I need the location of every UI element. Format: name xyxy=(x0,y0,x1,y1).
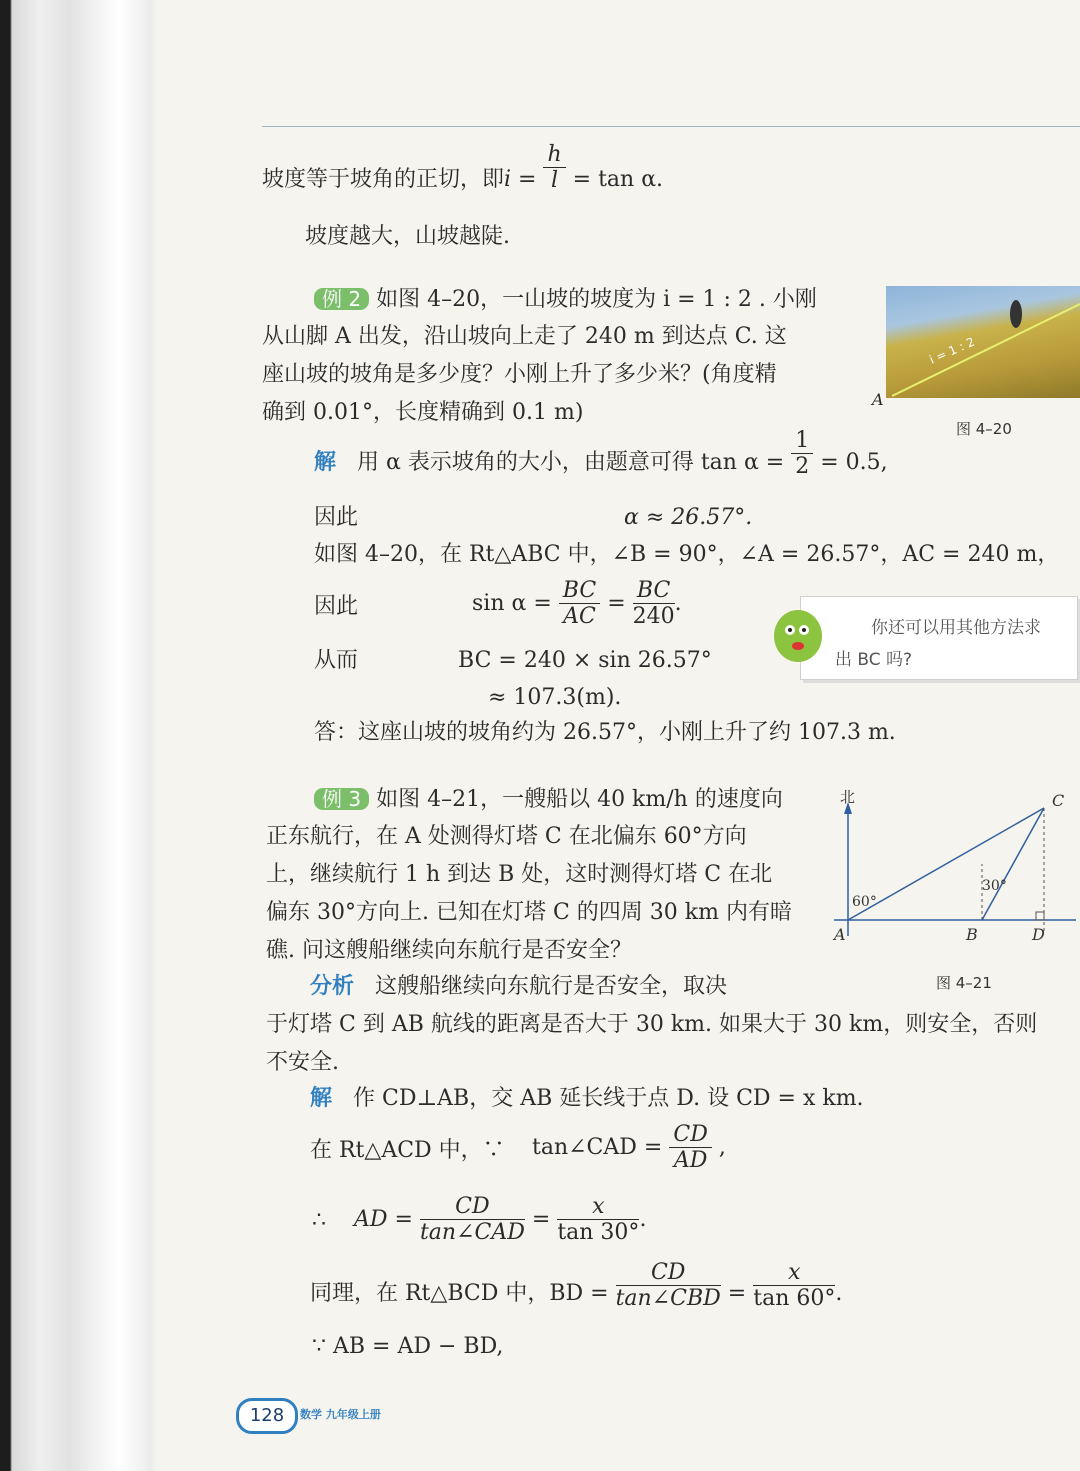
solve-label: 解 xyxy=(310,1086,333,1111)
example2-first-line xyxy=(314,288,817,311)
example3-badge: 例 3 xyxy=(314,788,369,810)
analysis-line: 于灯塔 C 到 AB 航线的距离是否大于 30 km. 如果大于 30 km，则安全，否则 xyxy=(266,1012,1038,1037)
example3-solve-line xyxy=(310,1088,864,1110)
hint-bubble xyxy=(800,596,1078,680)
example3-line: 如图 4–21，一艘船以 40 km/h 的速度向 xyxy=(376,787,783,812)
frac-den: 2 xyxy=(795,454,810,479)
hiker-figure xyxy=(1010,300,1022,328)
north-label: 北 xyxy=(840,788,856,806)
example3-line: 礁. 问这艘船继续向东航行是否安全？ xyxy=(266,938,632,963)
solve-text: 用 α 表示坡角的大小，由题意可得 tan α = xyxy=(357,450,785,475)
point-b-label: B xyxy=(966,925,978,944)
step2-equation xyxy=(354,1196,646,1244)
step4-equation: ∵ AB = AD − BD, xyxy=(312,1334,504,1359)
x-over-tan30 xyxy=(557,1196,639,1244)
frac-den: tan 60° xyxy=(753,1286,836,1311)
example2-line: 如图 4–20，一山坡的坡度为 i = 1 : 2 . 小刚 xyxy=(376,287,817,312)
definition-text: 坡度等于坡角的正切，即 xyxy=(262,167,505,192)
equals: = xyxy=(531,1207,551,1232)
frac-num: x xyxy=(557,1196,639,1220)
figure420-caption: 图 4–20 xyxy=(956,420,1012,438)
tan-cad-text: tan∠CAD = xyxy=(532,1135,663,1160)
step3-prefix: 同理，在 Rt△BCD 中，BD = xyxy=(310,1281,609,1306)
hint-line: 你还可以用其他方法求 xyxy=(871,618,1041,638)
example2-line: 座山坡的坡角是多少度？小刚上升了多少米？(角度精 xyxy=(262,362,777,387)
frac-den: tan∠CAD xyxy=(419,1220,525,1245)
example3-line: 偏东 30°方向上. 已知在灯塔 C 的四周 30 km 内有暗 xyxy=(266,900,792,925)
cd-over-ad xyxy=(669,1124,711,1172)
figure421-caption: 图 4–21 xyxy=(936,974,992,992)
period: . xyxy=(674,591,682,616)
frac-h: h xyxy=(543,144,565,168)
ad-text: AD = xyxy=(354,1207,413,1232)
example2-line: 确到 0.01°，长度精确到 0.1 m) xyxy=(262,400,584,425)
half-fraction xyxy=(791,430,813,478)
point-c-label: C xyxy=(1052,791,1065,810)
equals: = xyxy=(607,591,626,616)
example2-solve-line xyxy=(314,428,888,479)
steepness-text: 坡度越大，山坡越陡. xyxy=(305,224,510,249)
example3-first-line xyxy=(314,788,783,811)
figure420-label-a: A xyxy=(872,390,884,409)
frac-num: CD xyxy=(420,1196,525,1220)
example2-line: 从山脚 A 出发，沿山坡向上走了 240 m 到达点 C. 这 xyxy=(262,324,787,349)
example2-badge: 例 2 xyxy=(314,288,369,310)
line-bc xyxy=(982,808,1044,920)
right-angle-mark xyxy=(1036,912,1044,920)
book-title: 数学 九年级上册 xyxy=(300,1408,381,1421)
therefore-label: 因此 xyxy=(314,505,359,530)
therefore-symbol: ∴ xyxy=(312,1208,326,1233)
frac-den: tan 30° xyxy=(557,1220,640,1245)
page-number-badge xyxy=(236,1398,298,1434)
angle-30-label: 30° xyxy=(982,878,1007,894)
slope-definition-line xyxy=(262,142,664,193)
frac-num: 1 xyxy=(791,430,813,454)
therefore-label: 因此 xyxy=(314,594,359,619)
analysis-line: 不安全. xyxy=(266,1050,339,1075)
hence-label: 从而 xyxy=(314,648,359,673)
frac-num: CD xyxy=(616,1262,721,1286)
x-over-tan60 xyxy=(753,1262,835,1310)
cd-over-tancbd xyxy=(616,1262,721,1310)
frac-num: BC xyxy=(633,580,675,604)
slope-line xyxy=(892,304,1080,396)
bc-expression: BC = 240 × sin 26.57° xyxy=(458,648,712,673)
header-rule xyxy=(262,126,1080,127)
triangle-givens: 如图 4–20，在 Rt△ABC 中，∠B = 90°，∠A = 26.57°，AC = 240 m， xyxy=(314,542,1060,567)
slope-label: i = 1 : 2 xyxy=(927,334,977,367)
example3-line: 上，继续航行 1 h 到达 B 处，这时测得灯塔 C 在北 xyxy=(266,862,773,887)
step3-equation xyxy=(310,1260,843,1311)
page-number: 128 xyxy=(249,1405,285,1426)
frac-den: tan∠CBD xyxy=(615,1286,721,1311)
tan-alpha-text: = tan α. xyxy=(572,167,664,192)
h-over-l-fraction xyxy=(543,144,565,192)
bc-over-240 xyxy=(633,580,675,628)
step1-prefix: 在 Rt△ACD 中，∵ xyxy=(310,1138,505,1163)
comma: , xyxy=(718,1135,726,1160)
point-d-label: D xyxy=(1032,925,1045,944)
equals: = xyxy=(727,1281,747,1306)
analysis-line: 这艘船继续向东航行是否安全，取决 xyxy=(375,974,728,999)
hillside-photo xyxy=(886,286,1080,398)
analysis-first-line xyxy=(310,976,727,998)
mascot-icon xyxy=(768,600,832,668)
line-ac xyxy=(848,808,1044,920)
frac-den: AD xyxy=(673,1148,708,1173)
cd-over-tancad xyxy=(420,1196,525,1244)
angle-60-label: 60° xyxy=(852,894,877,910)
frac-den: 240 xyxy=(632,604,675,629)
step1-equation xyxy=(532,1124,726,1172)
frac-num: CD xyxy=(669,1124,711,1148)
i-symbol: i = xyxy=(504,167,537,192)
example2-answer: 答：这座山坡的坡角约为 26.57°，小刚上升了约 107.3 m. xyxy=(314,720,896,745)
frac-num: x xyxy=(753,1262,835,1286)
solve-label: 解 xyxy=(314,450,337,475)
frac-den: AC xyxy=(563,604,596,629)
solve-value: = 0.5, xyxy=(820,450,888,475)
figure421-diagram xyxy=(826,784,1080,994)
sin-text: sin α = xyxy=(472,591,552,616)
analysis-label: 分析 xyxy=(310,974,355,999)
point-a-label: A xyxy=(834,925,846,944)
example3-line: 正东航行，在 A 处测得灯塔 C 在北偏东 60°方向 xyxy=(266,824,747,849)
alpha-result: α ≈ 26.57°. xyxy=(624,505,753,530)
hint-line: 出 BC 吗? xyxy=(835,650,913,670)
book-spine-edge xyxy=(0,0,158,1471)
period: . xyxy=(835,1281,843,1306)
bc-over-ac xyxy=(559,580,600,628)
solve-text: 作 CD⊥AB，交 AB 延长线于点 D. 设 CD = x km. xyxy=(353,1086,864,1111)
frac-l: l xyxy=(551,168,559,193)
bc-result: ≈ 107.3(m). xyxy=(488,685,622,710)
frac-num: BC xyxy=(559,580,600,604)
slope-overlay xyxy=(886,286,1080,398)
period: . xyxy=(639,1207,647,1232)
sine-equation xyxy=(472,580,682,628)
